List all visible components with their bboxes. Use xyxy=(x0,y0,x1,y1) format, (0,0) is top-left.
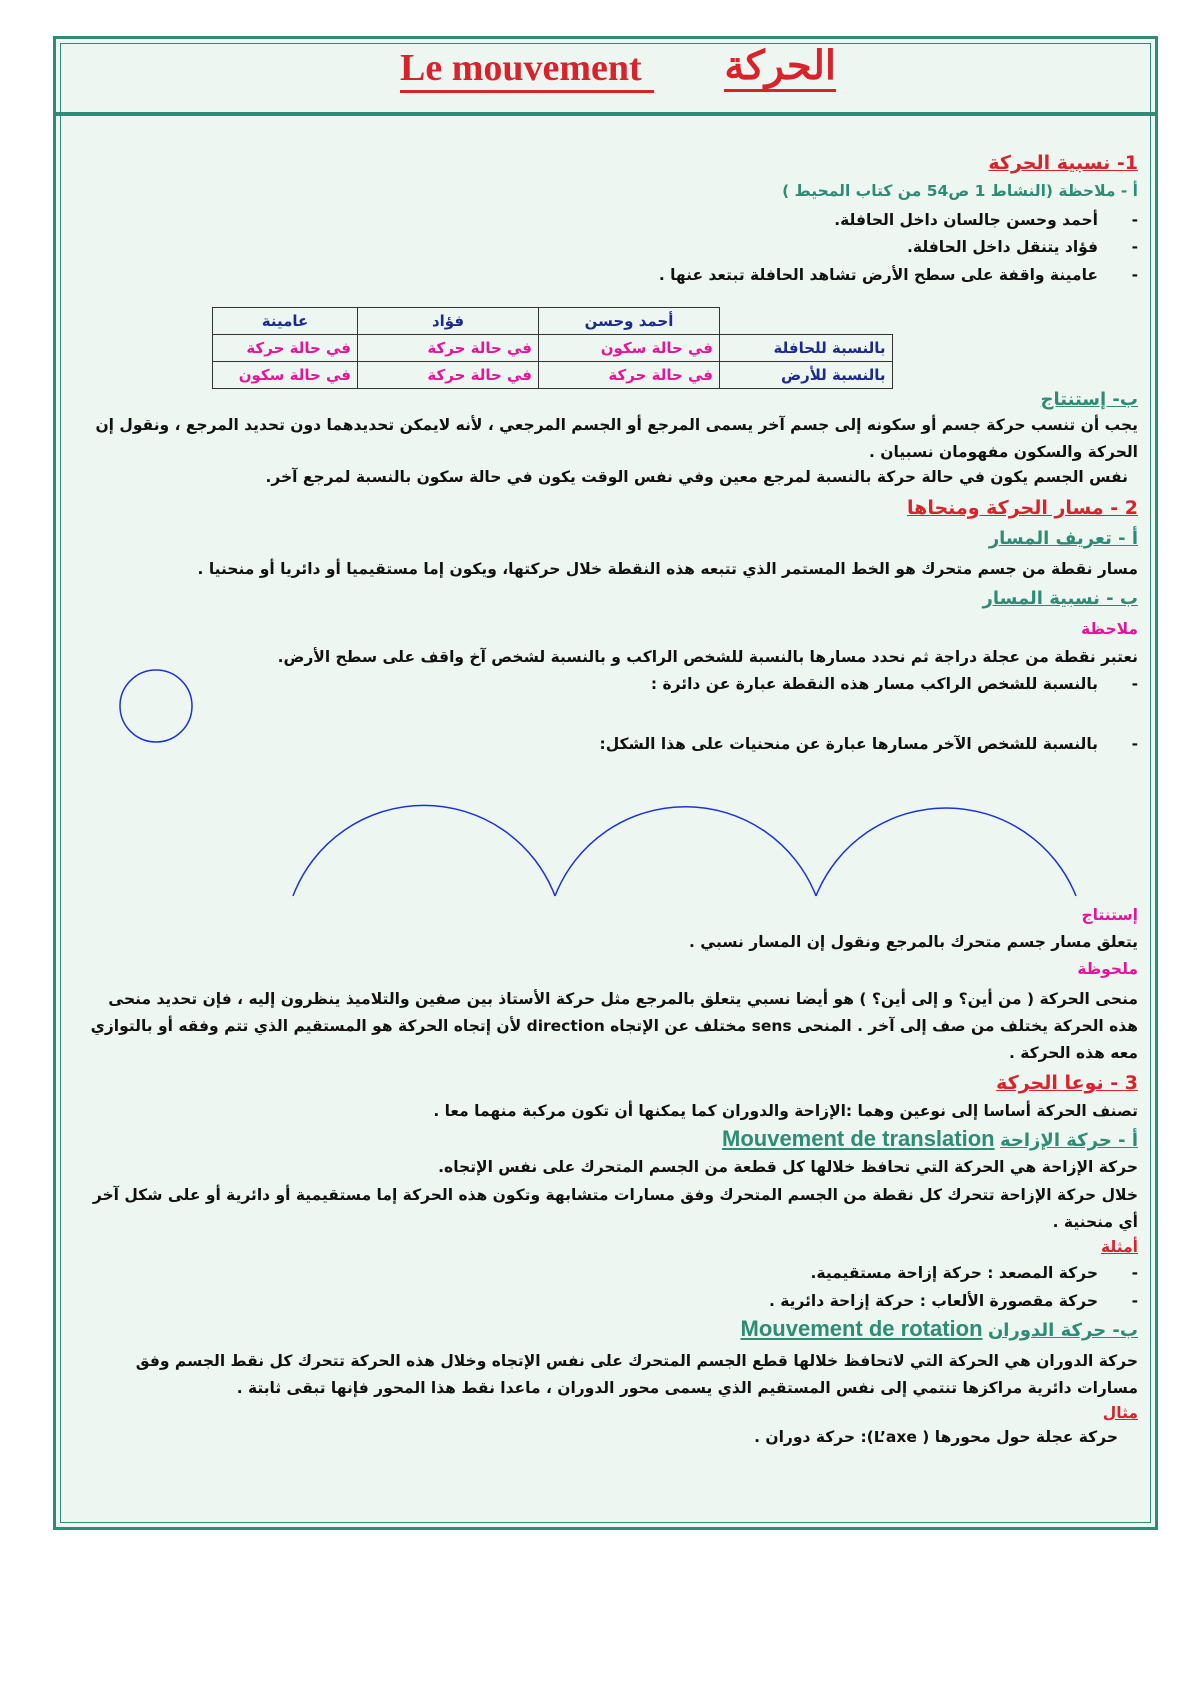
conclusion-2-text: يتعلق مسار جسم متحرك بالمرجع ونقول إن المسار نسبي . xyxy=(688,933,1138,951)
table-cell: في حالة حركة xyxy=(358,362,539,389)
circle-trajectory xyxy=(120,670,192,742)
translation-text-1: حركة الإزاحة هي الحركة التي تحافظ خلالها كل قطعة من الجسم المتحرك على نفس الإتجاه. xyxy=(438,1158,1138,1176)
translation-text-2: خلال حركة الإزاحة تتحرك كل نقطة من الجسم المتحرك وفق مسارات متشابهة وتكون هذه الحركة إما مستقيمية أو دائرية أو على شكل آخر أي منحنية . xyxy=(92,1186,1138,1231)
rotation-label-ar: ب- حركة الدوران xyxy=(987,1320,1138,1341)
cycloid-arc xyxy=(816,808,1076,896)
bullet-item: فؤاد يتنقل داخل الحافلة. - xyxy=(907,238,1138,256)
rotation-text: حركة الدوران هي الحركة التي لاتحافظ خلالها قطع الجسم المتحرك على نفس الإتجاه وخلال هذه الحركة تتحرك كل نقط الجسم وفق مسارات دائرية مراكزها تنتمي إلى نفس المستقيم الذي يسمى محور الدوران ، ماعدا نقط هذا المحور فإنها تبقى ثابتة . xyxy=(135,1352,1138,1397)
table-cell: في حالة سكون xyxy=(539,335,720,362)
translation-label-fr: Mouvement de translation xyxy=(722,1126,995,1151)
example-label: مثال xyxy=(1102,1404,1138,1422)
remark-label: ملحوظة xyxy=(1077,960,1138,978)
bullet-item: بالنسبة للشخص الآخر مسارها عبارة عن منحنيات على هذا الشكل: - xyxy=(599,735,1138,753)
conclusion-1-text-2: نفس الجسم يكون في حالة حركة بالنسبة لمرجع معين وفي نفس الوقت يكون في حالة سكون بالنسبة لمرجع آخر. xyxy=(265,468,1128,486)
conclusion-1-label: ب- إستنتاج xyxy=(1040,389,1138,410)
section-1-heading: 1- نسبية الحركة xyxy=(988,152,1138,174)
section-3-intro: تصنف الحركة أساسا إلى نوعين وهما :الإزاحة والدوران كما يمكنها أن تكون مركبة منهما معا . xyxy=(433,1102,1138,1120)
trajectory-relativity-label: ب - نسبية المسار xyxy=(982,588,1138,609)
table-row-label: بالنسبة للأرض xyxy=(720,362,893,389)
bullet-item: أحمد وحسن جالسان داخل الحافلة. - xyxy=(834,211,1138,229)
table-header-cell: عامينة xyxy=(213,308,358,335)
cycloid-arc xyxy=(555,807,816,896)
trajectory-definition-label: أ - تعريف المسار xyxy=(988,528,1138,549)
table-header-cell: فؤاد xyxy=(358,308,539,335)
trajectory-definition-text: مسار نقطة من جسم متحرك هو الخط المستمر الذي تتبعه هذه النقطة خلال حركتها، ويكون إما مستقيميا أو دائريا أو منحنيا . xyxy=(197,560,1138,578)
translation-heading xyxy=(722,1126,1138,1152)
observation-label: أ - ملاحظة xyxy=(1058,182,1138,200)
conclusion-2-label: إستنتاج xyxy=(1081,906,1138,924)
title-ar: الحركة xyxy=(724,42,836,92)
example-text: حركة عجلة حول محورها ( L’axe): حركة دوران . xyxy=(754,1428,1118,1446)
title-fr: Le mouvement xyxy=(400,46,654,93)
conclusion-1-text: يجب أن تنسب حركة جسم أو سكونه إلى جسم آخر يسمى المرجع أو الجسم المرجعي ، لأنه لايمكن تحديدهما دون تحديد المرجع ، ونقول إن الحركة والسكون مفهومان نسبيان . xyxy=(95,416,1138,461)
section-2-heading: 2 - مسار الحركة ومنحاها xyxy=(907,497,1138,519)
section-3-heading: 3 - نوعا الحركة xyxy=(996,1072,1138,1094)
cycloid-arc xyxy=(293,805,555,896)
table-cell: في حالة حركة xyxy=(358,335,539,362)
observation-ref: (النشاط 1 ص54 من كتاب المحيط ) xyxy=(782,182,1054,200)
example-item: حركة المصعد : حركة إزاحة مستقيمية. - xyxy=(810,1264,1138,1282)
bullet-item: عامينة واقفة على سطح الأرض تشاهد الحافلة تبتعد عنها . - xyxy=(658,266,1138,284)
note-label: ملاحظة xyxy=(1080,620,1138,638)
table-cell: في حالة حركة xyxy=(213,335,358,362)
rotation-heading xyxy=(741,1316,1138,1342)
table-header-cell: أحمد وحسن xyxy=(539,308,720,335)
table-cell: في حالة سكون xyxy=(213,362,358,389)
rotation-label-fr: Mouvement de rotation xyxy=(740,1316,983,1341)
remark-text: منحى الحركة ( من أين؟ و إلى أين؟ ) هو أيضا نسبي يتعلق بالمرجع مثل حركة الأستاذ بين صفين والتلاميذ ينظرون إليه ، فإن تحديد منحى هذه الحركة يختلف من صف إلى آخر . المنحى sens مختلف عن الإتجاه direction لأن إتجاه الحركة هو المستقيم الذي تتم وفقه أو بالتوازي معه هذه الحركة . xyxy=(90,990,1138,1062)
examples-label: أمثلة xyxy=(1101,1238,1138,1256)
translation-label-ar: أ - حركة الإزاحة xyxy=(1000,1130,1138,1151)
note-text: نعتبر نقطة من عجلة دراجة ثم نحدد مسارها بالنسبة للشخص الراكب و بالنسبة لشخص آخ واقف على سطح الأرض. xyxy=(277,648,1138,666)
table-row-label: بالنسبة للحافلة xyxy=(720,335,893,362)
table-cell: في حالة حركة xyxy=(539,362,720,389)
example-item: حركة مقصورة الألعاب : حركة إزاحة دائرية . - xyxy=(768,1292,1138,1310)
bullet-item: بالنسبة للشخص الراكب مسار هذه النقطة عبارة عن دائرة : - xyxy=(650,675,1138,693)
